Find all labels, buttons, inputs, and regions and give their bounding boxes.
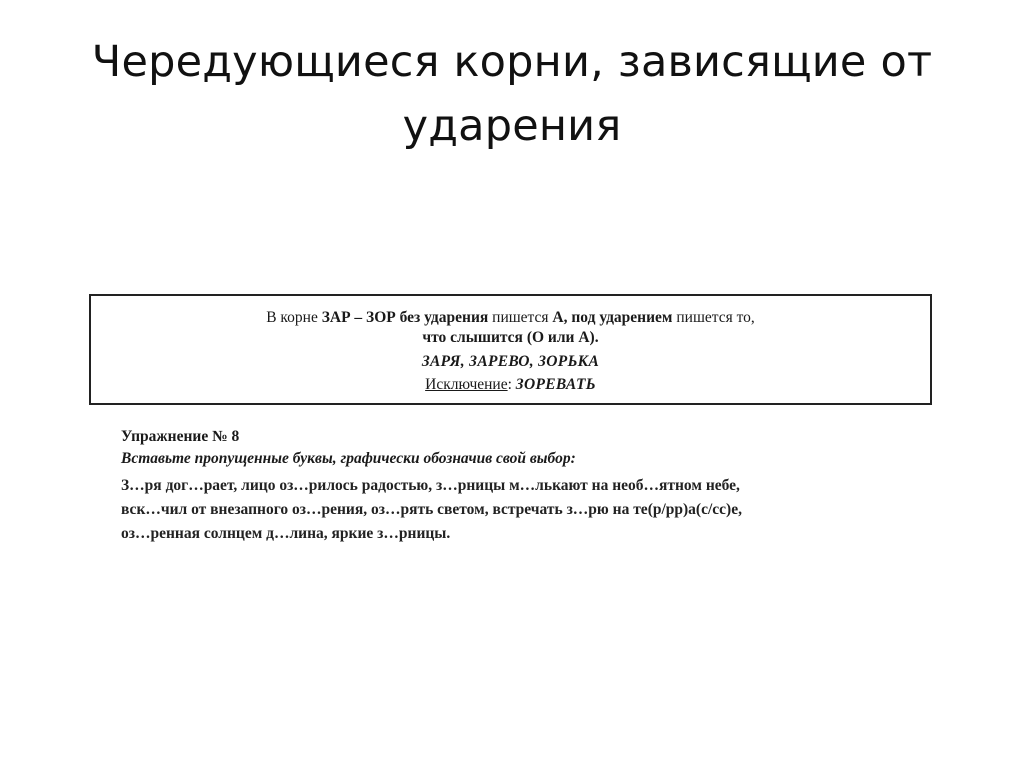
- exception-label: Исключение: [425, 376, 508, 393]
- rule-line-2: что слышится (О или А).: [422, 329, 599, 346]
- rule-box: [89, 294, 932, 405]
- slide-title: [40, 30, 984, 158]
- exercise-title: Упражнение № 8: [121, 428, 240, 445]
- rule-text: В корне: [266, 309, 322, 326]
- rule-stress-bold: А, под ударением: [552, 309, 673, 326]
- slide-title-line-2: ударения: [402, 101, 622, 151]
- exercise-task: Вставьте пропущенные буквы, графически обозначив свой выбор:: [121, 450, 576, 467]
- rule-exception: [91, 375, 930, 395]
- exercise-text-line-2: вск…чил от внезапного оз…рения, оз…рять светом, встречать з…рю на те(р/рр)а(с/сс)е,: [121, 501, 742, 518]
- rule-line-1: [91, 308, 930, 328]
- exception-colon: :: [507, 376, 516, 393]
- exercise-text-line-1: З…ря дог…рает, лицо оз…рилось радостью, з…рницы м…лькают на необ…ятном небе,: [121, 477, 740, 494]
- rule-examples: ЗАРЯ, ЗАРЕВО, ЗОРЬКА: [421, 353, 600, 370]
- slide-title-line-1: Чередующиеся корни, зависящие от: [91, 37, 933, 87]
- rule-root-bold: ЗАР – ЗОР без ударения: [321, 309, 489, 326]
- rule-text: пишется то,: [672, 309, 755, 326]
- exercise-text: [121, 474, 941, 546]
- exercise-text-line-3: оз…ренная солнцем д…лина, яркие з…рницы.: [121, 525, 451, 542]
- exercise-block: [121, 426, 941, 546]
- exception-word: ЗОРЕВАТЬ: [515, 376, 596, 393]
- rule-text: пишется: [488, 309, 553, 326]
